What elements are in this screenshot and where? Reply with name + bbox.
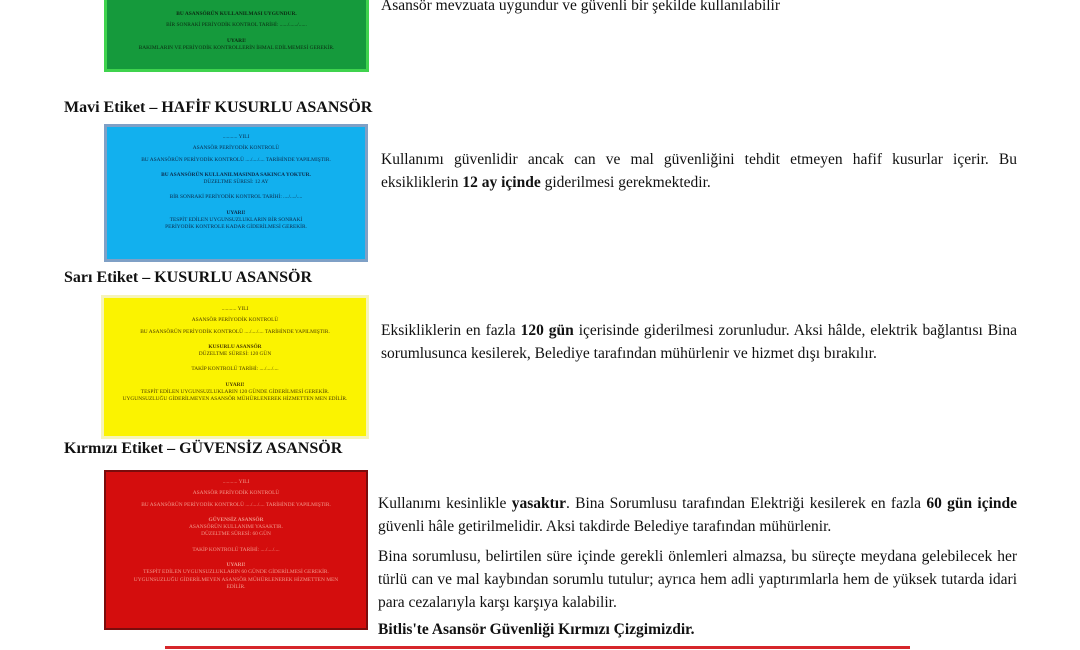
desc-bold: 60 gün içinde <box>926 495 1018 512</box>
closing-statement <box>378 618 1017 641</box>
label-line: ........... YILI <box>222 479 250 485</box>
label-line: UYARI! <box>226 209 246 216</box>
green-description <box>381 0 1021 17</box>
green-description-text: Asansör mevzuata uygundur ve güvenli bir şekilde kullanılabilir <box>381 0 781 14</box>
red-label-image <box>104 470 368 630</box>
label-line: ASANSÖR PERİYODİK KONTROLÜ <box>191 317 279 324</box>
blue-description <box>381 148 1017 194</box>
blue-label-image <box>104 124 368 262</box>
label-line: BU ASANSÖRÜN KULLANILMASI UYGUNDUR. <box>176 11 297 17</box>
desc-text: . Bina Sorumlusu tarafından Elektriği kesilerek en fazla <box>565 495 927 512</box>
label-line: PERİYODİK KONTROLE KADAR GİDERİLMESİ GEREKİR. <box>165 224 307 231</box>
desc-text: içerisinde giderilmesi zorunludur. Aksi hâlde, elektrik bağlantısı Bina sorumlusunca kesilerek, Belediye tarafından mühürlenir ve hizmet dışı bırakılır. <box>381 322 1017 362</box>
label-line: ASANSÖR PERİYODİK KONTROLÜ <box>192 490 280 497</box>
label-line: UYGUNSUZLUĞU GİDERİLMEYEN ASANSÖR MÜHÜRLENEREK HİZMETTEN MEN <box>133 576 339 583</box>
label-line: UYARI! <box>227 37 246 44</box>
desc-text: giderilmesi gerekmektedir. <box>540 174 711 191</box>
label-line: ASANSÖRÜN KULLANIMI YASAKTIR. <box>189 524 283 531</box>
label-line: GÜVENSİZ ASANSÖR <box>208 516 264 523</box>
label-line: BAKIMLARIN VE PERİYODİK KONTROLLERİN İHMAL EDİLMEMESİ GEREKİR. <box>138 44 335 51</box>
label-line: TAKİP KONTROLÜ TARİHİ: ..../..../.... <box>192 546 280 553</box>
yellow-heading: Sarı Etiket – KUSURLU ASANSÖR <box>64 269 313 286</box>
desc-text: Eksikliklerin en fazla <box>381 322 521 339</box>
label-line: UYARI! <box>226 562 246 569</box>
label-line: UYARI! <box>225 381 245 388</box>
label-line: ........... YILI <box>222 134 250 140</box>
label-line: TESPİT EDİLEN UYGUNSUZLUKLARIN 60 GÜNDE GİDERİLMESİ GEREKİR. <box>143 569 329 576</box>
red-heading: Kırmızı Etiket – GÜVENSİZ ASANSÖR <box>64 440 343 457</box>
label-line: BU ASANSÖRÜN PERİYODİK KONTROLÜ ..../..../.... TARİHİNDE YAPILMIŞTIR. <box>141 501 331 508</box>
red-description <box>378 492 1017 641</box>
label-line: BİR SONRAKİ PERİYODİK KONTROL TARİHİ: ..../..../.... <box>169 194 303 201</box>
yellow-description <box>381 319 1017 365</box>
desc-bold: 12 ay içinde <box>462 174 541 191</box>
bottom-red-rule <box>165 646 910 649</box>
label-line: DÜZELTME SÜRESİ: 12 AY <box>203 179 269 186</box>
label-line: KUSURLU ASANSÖR <box>208 343 262 350</box>
desc-text: güvenli hâle getirilmelidir. Aksi takdirde Belediye tarafından mühürlenir. <box>378 518 832 535</box>
desc-bold: 120 gün <box>520 322 574 339</box>
label-line: DÜZELTME SÜRESİ: 120 GÜN <box>198 351 272 358</box>
label-line: TAKİP KONTROLÜ TARİHİ: ..../..../.... <box>191 366 279 373</box>
desc-bold: yasaktır <box>511 495 566 512</box>
blue-heading: Mavi Etiket – HAFİF KUSURLU ASANSÖR <box>64 99 373 116</box>
label-line: BİR SONRAKİ PERİYODİK KONTROL TARİHİ: ....../....../...... <box>166 22 307 29</box>
label-line: DÜZELTME SÜRESİ: 60 GÜN <box>201 531 271 538</box>
label-line: BU ASANSÖRÜN PERİYODİK KONTROLÜ ..../..../.... TARİHİNDE YAPILMIŞTIR. <box>140 328 330 335</box>
label-line: TESPİT EDİLEN UYGUNSUZLUKLARIN BİR SONRAKİ <box>169 217 303 224</box>
closing-text: Bitlis'te Asansör Güvenliği Kırmızı Çizgimizdir. <box>378 621 695 638</box>
red-description-p1 <box>378 492 1017 538</box>
desc-text: Kullanımı kesinlikle <box>378 495 512 512</box>
green-label-image <box>104 0 369 72</box>
red-description-p2: Bina sorumlusu, belirtilen süre içinde gerekli önlemleri almazsa, bu süreçte meydana gelebilecek her türlü can ve mal kaybından sorumlu tutulur; ayrıca hem adli yaptırımlarla hem de yüksek tutarda idari para cezalarıyla karşı karşıya kalabilir. <box>378 548 1017 611</box>
label-line: EDİLİR. <box>226 583 246 590</box>
label-line: UYGUNSUZLUĞU GİDERİLMEYEN ASANSÖR MÜHÜRLENEREK HİZMETTEN MEN EDİLİR. <box>122 396 348 403</box>
label-line: ASANSÖR PERİYODİK KONTROLÜ <box>192 145 280 152</box>
label-line: BU ASANSÖRÜN KULLANILMASINDA SAKINCA YOKTUR. <box>161 171 311 178</box>
desc-text: Kullanımı güvenlidir ancak can ve mal güvenliğini tehdit etmeyen hafif kusurlar içerir. Bu eksikliklerin <box>381 151 1017 191</box>
label-line: BU ASANSÖRÜN PERİYODİK KONTROLÜ ..../..../.... TARİHİNDE YAPILMIŞTIR. <box>141 156 331 163</box>
label-line: TESPİT EDİLEN UYGUNSUZLUKLARIN 120 GÜNDE GİDERİLMESİ GEREKİR. <box>140 389 330 396</box>
label-line: ........... YILI <box>221 306 249 312</box>
yellow-label-image <box>101 295 369 439</box>
